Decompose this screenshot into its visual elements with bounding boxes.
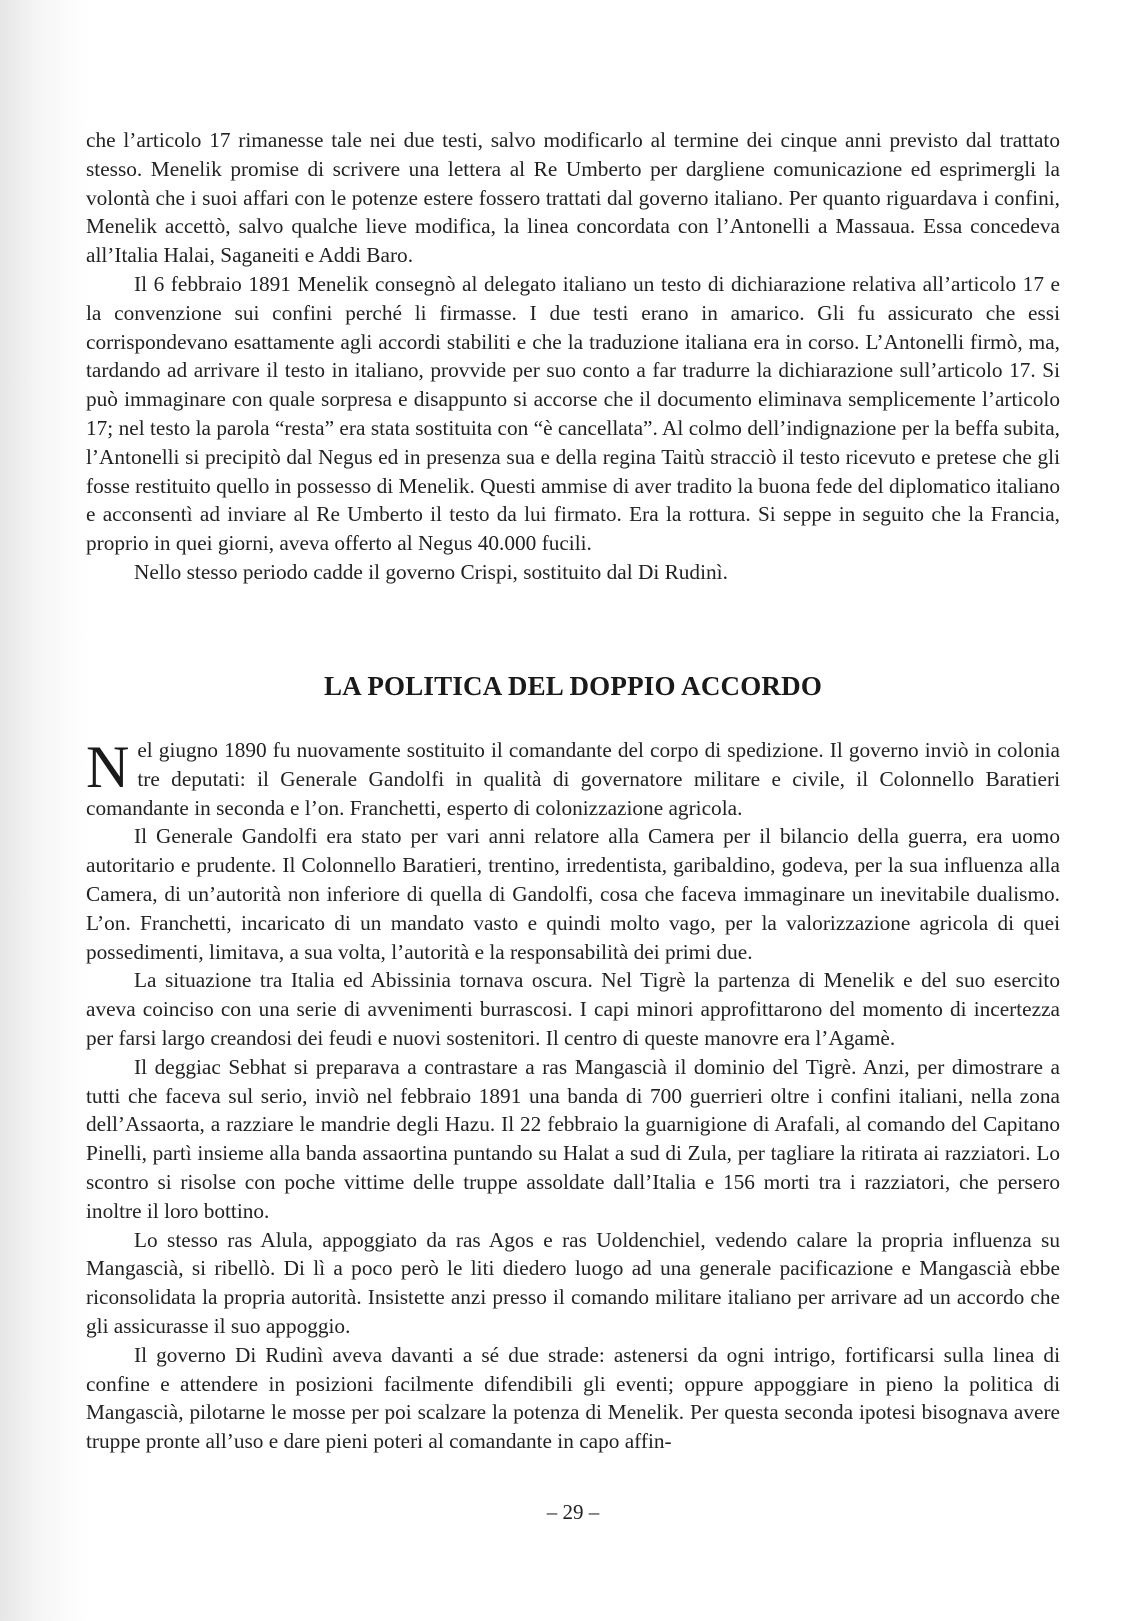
section-text-block [86, 736, 1060, 1456]
paragraph: Lo stesso ras Alula, appoggiato da ras Agos e ras Uoldenchiel, vedendo calare la propria influenza su Mangascià, si ribellò. Di lì a poco però le liti diedero luogo ad una generale pacificazione e Mangascià ebbe riconsolidata la propria autorità. Insistette anzi presso il comando militare italiano per arrivare ad un accordo che gli assicurasse il suo appoggio. [86, 1227, 1060, 1338]
paragraph: Il 6 febbraio 1891 Menelik consegnò al delegato italiano un testo di dichiarazione relativa all’articolo 17 e la convenzione sui confini perché li firmasse. I due testi erano in amarico. Gli fu assicurato che essi corrispondevano esattamente agli accordi stabiliti e che la traduzione italiana era in corso. L’Antonelli firmò, ma, tardando ad arrivare il testo in italiano, provvide per suo conto a far tradurre la dichiarazione sull’articolo 17. Si può immaginare con quale sorpresa e disappunto si accorse che il documento eliminava semplicemente l’articolo 17; nel testo la parola “resta” era stata sostituita con “è cancellata”. Al colmo dell’indignazione per la beffa subita, l’Antonelli si precipitò dal Negus ed in presenza sua e della regina Taitù stracciò il testo ricevuto e pretese che gli fosse restituito quello in possesso di Menelik. Questi ammise di aver tradito la buona fede del diplomatico italiano e acconsentì ad inviare al Re Umberto il testo da lui firmato. Era la rottura. Si seppe in seguito che la Francia, proprio in quei giorni, aveva offerto al Negus 40.000 fucili. [86, 271, 1060, 556]
paragraph: Il governo Di Rudinì aveva davanti a sé due strade: astenersi da ogni intrigo, fortificarsi sulla linea di confine e attendere in posizioni facilmente difendibili gli eventi; oppure appoggiare in pieno la politica di Mangascià, pilotarne le mosse per poi scalzare la potenza di Menelik. Per questa seconda ipotesi bisognava avere truppe pronte all’uso e dare pieni poteri al comandante in capo affin- [86, 1342, 1060, 1454]
drop-cap: N [86, 734, 130, 800]
paragraph [86, 736, 1060, 822]
paragraph: Nello stesso periodo cadde il governo Crispi, sostituito dal Di Rudinì. [134, 559, 728, 584]
paragraph: Il Generale Gandolfi era stato per vari anni relatore alla Camera per il bilancio della guerra, era uomo autoritario e prudente. Il Colonnello Baratieri, trentino, irredentista, garibaldino, godeva, per la sua influenza alla Camera, di un’autorità non inferiore di quella di Gandolfi, cosa che faceva immaginare un inevitabile dualismo. L’on. Franchetti, incaricato di un mandato vasto e quindi molto vago, per la valorizzazione agricola di quei possedimenti, limitava, a sua volta, l’autorità e la responsabilità dei primi due. [86, 824, 1060, 964]
section-heading: LA POLITICA DEL DOPPIO ACCORDO [323, 671, 823, 701]
paragraph: che l’articolo 17 rimanesse tale nei due testi, salvo modificarlo al termine dei cinque anni previsto dal trattato stesso. Menelik promise di scrivere una lettera al Re Umberto per dargliene comunicazione ed esprimergli la volontà che i suoi affari con le potenze estere fossero trattati dal governo italiano. Per quanto riguardava i confini, Menelik accettò, salvo qualche lieve modifica, la linea concordata con l’Antonelli a Massaua. Essa concedeva all’Italia Halai, Saganeiti e Addi Baro. [86, 128, 1060, 268]
paragraph: La situazione tra Italia ed Abissinia tornava oscura. Nel Tigrè la partenza di Menelik e del suo esercito aveva coinciso con una serie di avvenimenti burrascosi. I capi minori approfittarono del momento di incertezza per farsi largo creandosi dei feudi e nuovi sostenitori. Il centro di queste manovre era l’Agamè. [86, 968, 1060, 1050]
opening-text-block [86, 126, 1060, 587]
page-number: – 29 – [546, 1500, 600, 1524]
paragraph-text: el giugno 1890 fu nuovamente sostituito il comandante del corpo di spedizione. Il governo inviò in colonia tre deputati: il Generale Gandolfi in qualità di governatore militare e civile, il Colonnello Baratieri comandante in seconda e l’on. Franchetti, esperto di colonizzazione agricola. [86, 738, 1060, 820]
paragraph: Il deggiac Sebhat si preparava a contrastare a ras Mangascià il dominio del Tigrè. Anzi, per dimostrare a tutti che faceva sul serio, inviò nel febbraio 1891 una banda di 700 guerrieri oltre i confini italiani, nella zona dell’Assaorta, a razziare le mandrie degli Hazu. Il 22 febbraio la guarnigione di Arafali, al comando del Capitano Pinelli, partì insieme alla banda assaortina puntando su Halat a sud di Zula, per tagliare la ritirata ai razziatori. Lo scontro si risolse con poche vittime delle truppe assoldate dall’Italia e 156 morti tra i razziatori, che persero inoltre il loro bottino. [86, 1054, 1060, 1223]
